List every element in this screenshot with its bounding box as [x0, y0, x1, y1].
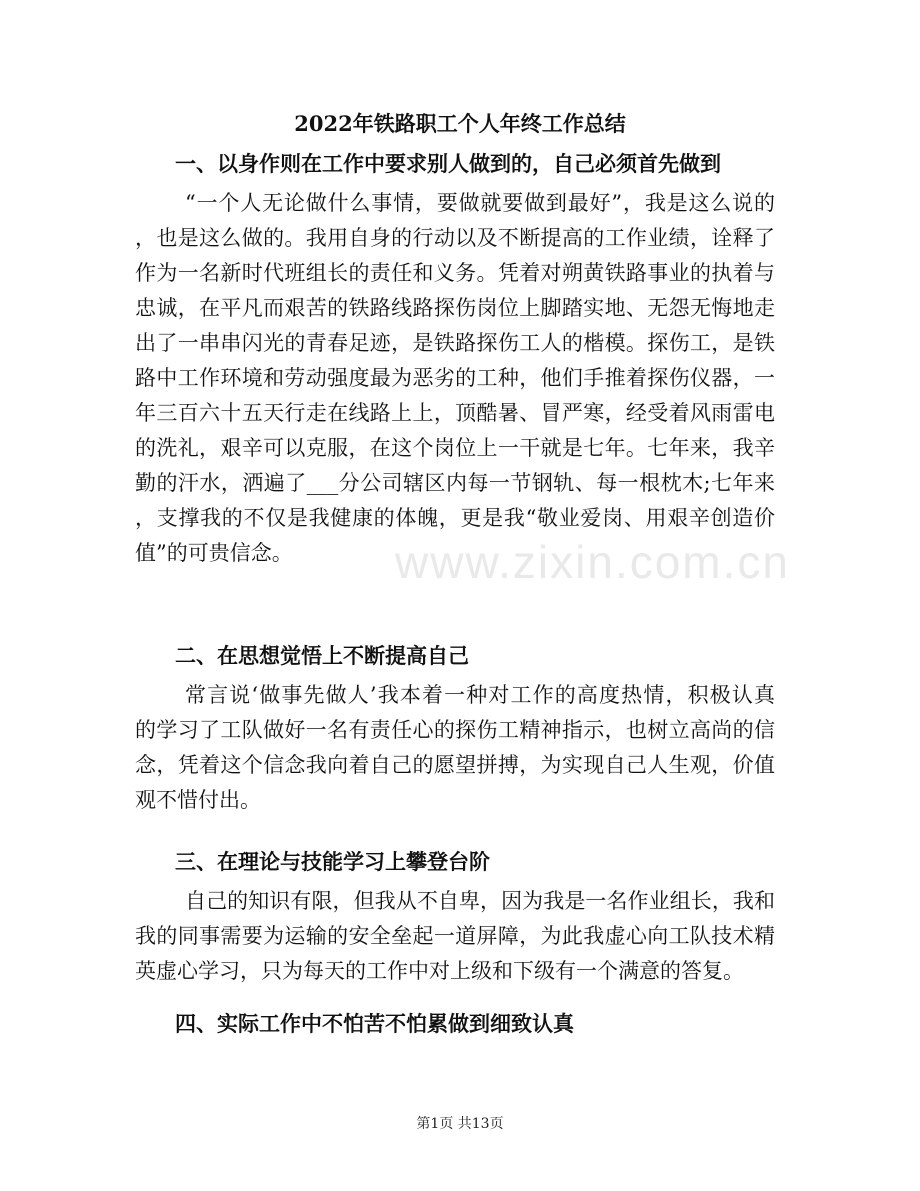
paragraph-line: 常言说‘做事先做人’我本着一种对工作的高度热情，积极认真 — [185, 683, 775, 707]
paragraph-line: 值”的可贵信念。 — [135, 541, 293, 565]
paragraph-line: 英虚心学习，只为每天的工作中对上级和下级有一个满意的答复。 — [135, 959, 744, 983]
paragraph-line: 忠诚，在平凡而艰苦的铁路线路探伤岗位上脚踏实地、无怨无悔地走 — [135, 296, 775, 320]
paragraph-line: 勤的汗水，洒遍了___分公司辖区内每一节钢轨、每一根枕木;七年来 — [135, 471, 775, 495]
paragraph-line: 自己的知识有限，但我从不自卑，因为我是一名作业组长，我和 — [185, 889, 775, 913]
paragraph-line: 的洗礼，艰辛可以克服，在这个岗位上一干就是七年。七年来，我辛 — [135, 436, 775, 460]
paragraph-line: 路中工作环境和劳动强度最为恶劣的工种，他们手推着探伤仪器，一 — [135, 366, 775, 390]
paragraph-line: 的学习了工队做好一名有责任心的探伤工精神指示，也树立高尚的信 — [135, 718, 775, 742]
paragraph-line: 我的同事需要为运输的安全垒起一道屏障，为此我虚心向工队技术精 — [135, 924, 775, 948]
page-indicator: 第1页 共13页 — [416, 1116, 504, 1132]
section-heading-4: 四、实际工作中不怕苦不怕累做到细致认真 — [175, 1011, 574, 1036]
paragraph-line: 观不惜付出。 — [135, 788, 261, 812]
paragraph-line: 出了一串串闪光的青春足迹，是铁路探伤工人的楷模。探伤工，是铁 — [135, 331, 775, 355]
paragraph-line: 念，凭着这个信念我向着自己的愿望拼搏，为实现自己人生观，价值 — [135, 753, 775, 777]
watermark: www.zixin.com.cn — [395, 536, 790, 588]
paragraph-line: ，支撑我的不仅是我健康的体魄，更是我“敬业爱岗、用艰辛创造价 — [135, 506, 775, 530]
section-heading-1: 一、以身作则在工作中要求别人做到的，自己必须首先做到 — [175, 151, 721, 176]
paragraph-line: “一个人无论做什么事情，要做就要做到最好”，我是这么说的 — [185, 191, 775, 215]
paragraph-line: 作为一名新时代班组长的责任和义务。凭着对朔黄铁路事业的执着与 — [135, 261, 775, 285]
section-heading-3: 三、在理论与技能学习上攀登台阶 — [175, 849, 490, 874]
paragraph-line: ，也是这么做的。我用自身的行动以及不断提高的工作业绩，诠释了 — [135, 226, 775, 250]
document-title: 2022年铁路职工个人年终工作总结 — [294, 111, 626, 136]
section-heading-2: 二、在思想觉悟上不断提高自己 — [175, 643, 469, 668]
paragraph-line: 年三百六十五天行走在线路上上，顶酷暑、冒严寒，经受着风雨雷电 — [135, 401, 775, 425]
